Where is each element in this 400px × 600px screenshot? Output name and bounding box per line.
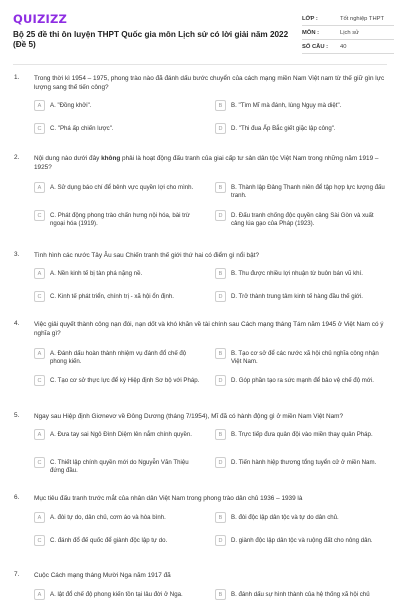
option-d[interactable]	[215, 291, 385, 302]
question-text: Mục tiêu đấu tranh trước mắt của nhân dân Việt Nam trong phong trào dân chủ 1936 – 1939 là	[34, 495, 303, 502]
option-text: D. Góp phần tạo ra sức mạnh để bảo vệ chế độ mới.	[231, 376, 374, 384]
option-a[interactable]	[34, 100, 204, 111]
option-text: D. giành độc lập dân tộc và ruộng đất cho nông dân.	[231, 536, 373, 544]
option-b[interactable]	[215, 348, 385, 366]
option-letter-box: C	[34, 123, 45, 134]
meta-value: Tốt nghiệp THPT	[340, 15, 385, 22]
question-text: Trong thời kì 1954 – 1975, phong trào nào đã đánh dấu bước chuyển của cách mạng miền Nam Việt nam từ thế giữ gìn lực lượng sang thế tiến công?	[34, 75, 385, 91]
option-letter-box: A	[34, 348, 45, 359]
option-text: C. Phát động phong trào chấn hưng nội hóa, bài trừ ngoại hóa (1919).	[50, 211, 190, 227]
option-text: D. Đấu tranh chống độc quyền cảng Sài Gòn và xuất cảng lúa gạo của Pháp (1923).	[231, 211, 374, 227]
option-text: B. "Tìm Mĩ mà đánh, lùng Ngụy mà diệt".	[231, 101, 342, 109]
option-c[interactable]	[34, 457, 204, 475]
option-text: A. Đánh dấu hoàn thành nhiệm vụ đánh đổ chế độ phong kiến.	[50, 349, 187, 365]
option-text: A. đòi tự do, dân chủ, cơm áo và hòa bình.	[50, 513, 166, 521]
option-b[interactable]	[215, 512, 385, 523]
option-d[interactable]	[215, 375, 385, 386]
option-letter-box: B	[215, 268, 226, 279]
question-text: Ngay sau Hiệp định Giơnevơ về Đông Dương (tháng 7/1954), Mĩ đã có hành động gì ở miền Nam Việt Nam?	[34, 413, 344, 420]
option-c[interactable]	[34, 375, 204, 386]
option-d[interactable]	[215, 210, 385, 228]
question-text: Việc giải quyết thành công nạn đói, nạn dốt và khó khăn về tài chính sau Cách mạng tháng Tám năm 1945 ở Việt Nam có ý nghĩa gì?	[34, 321, 384, 337]
question-number: 7.	[14, 571, 20, 578]
meta-row-subject	[302, 26, 394, 40]
question-text-emphasis: không	[101, 155, 121, 162]
option-letter-box: A	[34, 589, 45, 600]
option-c[interactable]	[34, 535, 204, 546]
option-c[interactable]	[34, 210, 204, 228]
option-letter-box: C	[34, 535, 45, 546]
page-title: Bộ 25 đề thi ôn luyện THPT Quốc gia môn Lịch sử có lời giải năm 2022 (Đề 5)	[13, 30, 289, 49]
option-b[interactable]	[215, 589, 385, 600]
option-text: B. Thành lập Đảng Thanh niên để tập hợp lực lượng đấu tranh.	[231, 183, 385, 199]
option-letter-box: B	[215, 589, 226, 600]
meta-key: LỚP :	[302, 15, 318, 22]
option-letter-box: B	[215, 512, 226, 523]
question-text	[34, 154, 386, 172]
meta-value: 40	[340, 43, 347, 50]
option-text: C. Thiết lập chính quyền mới do Nguyễn Văn Thiệu đứng đầu.	[50, 458, 189, 474]
option-letter-box: D	[215, 210, 226, 221]
meta-value: Lịch sử	[340, 29, 360, 36]
option-letter-box: B	[215, 182, 226, 193]
option-text: C. đánh đổ đế quốc để giành độc lập tự do.	[50, 536, 168, 544]
option-text: A. lật đổ chế độ phong kiến tồn tại lâu đời ở Nga.	[50, 590, 183, 598]
question-text-part: phải là hoạt động đấu tranh của giai cấp tư sản dân tộc Việt Nam trong những năm 1919 – 1925?	[34, 155, 379, 171]
option-letter-box: A	[34, 512, 45, 523]
option-text: C. "Phá ấp chiến lược".	[50, 124, 114, 132]
option-letter-box: B	[215, 348, 226, 359]
option-a[interactable]	[34, 182, 204, 193]
option-letter-box: A	[34, 429, 45, 440]
option-d[interactable]	[215, 535, 385, 546]
option-b[interactable]	[215, 182, 385, 200]
option-text: A. "Đồng khởi".	[50, 101, 92, 109]
option-letter-box: D	[215, 291, 226, 302]
option-c[interactable]	[34, 291, 204, 302]
option-letter-box: C	[34, 291, 45, 302]
meta-row-count	[302, 40, 394, 54]
quizizz-logo: QUIZIZZ	[13, 12, 68, 26]
meta-key: SỐ CÂU :	[302, 43, 329, 50]
option-letter-box: D	[215, 457, 226, 468]
header-divider	[13, 64, 387, 65]
option-text: D. Tiến hành hiệp thương tổng tuyển cử ở miền Nam.	[231, 458, 377, 466]
option-letter-box: B	[215, 100, 226, 111]
option-d[interactable]	[215, 123, 385, 134]
question-number: 3.	[14, 251, 20, 258]
option-a[interactable]	[34, 429, 204, 440]
option-letter-box: D	[215, 375, 226, 386]
option-text: A. Nền kinh tế bị tàn phá nặng nề.	[50, 269, 143, 277]
option-letter-box: A	[34, 100, 45, 111]
meta-row-class	[302, 12, 394, 26]
option-b[interactable]	[215, 429, 385, 440]
option-text: B. đánh dấu sự hình thành của hệ thống xã hội chủ	[231, 590, 370, 598]
option-a[interactable]	[34, 268, 204, 279]
question-text-part: Nội dung nào dưới đây	[34, 155, 102, 162]
option-letter-box: B	[215, 429, 226, 440]
option-a[interactable]	[34, 589, 204, 600]
question-text: Cuộc Cách mạng tháng Mười Nga năm 1917 đã	[34, 572, 171, 579]
option-text: B. đòi độc lập dân tộc và tự do dân chủ.	[231, 513, 339, 521]
option-letter-box: C	[34, 457, 45, 468]
option-letter-box: D	[215, 535, 226, 546]
option-letter-box: A	[34, 182, 45, 193]
option-letter-box: C	[34, 375, 45, 386]
option-text: C. Kinh tế phát triển, chính trị - xã hội ổn định.	[50, 292, 174, 300]
question-number: 2.	[14, 154, 20, 161]
question-number: 1.	[14, 74, 20, 81]
option-text: D. "Thi đua Ấp Bắc giết giặc lập công".	[231, 124, 336, 132]
option-text: B. Thu được nhiều lợi nhuận từ buôn bán vũ khí.	[231, 269, 363, 277]
question-text: Tình hình các nước Tây Âu sau Chiến tranh thế giới thứ hai có điểm gì nổi bật?	[34, 252, 259, 259]
option-a[interactable]	[34, 512, 204, 523]
option-c[interactable]	[34, 123, 204, 134]
meta-table	[302, 12, 394, 54]
option-letter-box: C	[34, 210, 45, 221]
worksheet-header	[0, 0, 400, 62]
question-number: 6.	[14, 494, 20, 501]
question-number: 5.	[14, 412, 20, 419]
option-letter-box: A	[34, 268, 45, 279]
option-d[interactable]	[215, 457, 385, 468]
option-text: B. Trực tiếp đưa quân đội vào miền thay quân Pháp.	[231, 430, 373, 438]
option-b[interactable]	[215, 268, 385, 279]
option-text: B. Tạo cơ sở để các nước xã hội chủ nghĩa công nhận Việt Nam.	[231, 349, 379, 365]
option-text: C. Tạo cơ sở thực lực để ký Hiệp định Sơ bộ với Pháp.	[50, 376, 200, 384]
option-text: D. Trở thành trung tâm kinh tế hàng đầu thế giới.	[231, 292, 363, 300]
option-text: A. Sử dụng báo chí để bênh vực quyền lợi cho mình.	[50, 183, 194, 191]
meta-key: MÔN :	[302, 29, 320, 36]
question-number: 4.	[14, 320, 20, 327]
option-text: A. Đưa tay sai Ngô Đình Diệm lên nắm chính quyền.	[50, 430, 192, 438]
option-b[interactable]	[215, 100, 385, 111]
option-letter-box: D	[215, 123, 226, 134]
option-a[interactable]	[34, 348, 204, 366]
